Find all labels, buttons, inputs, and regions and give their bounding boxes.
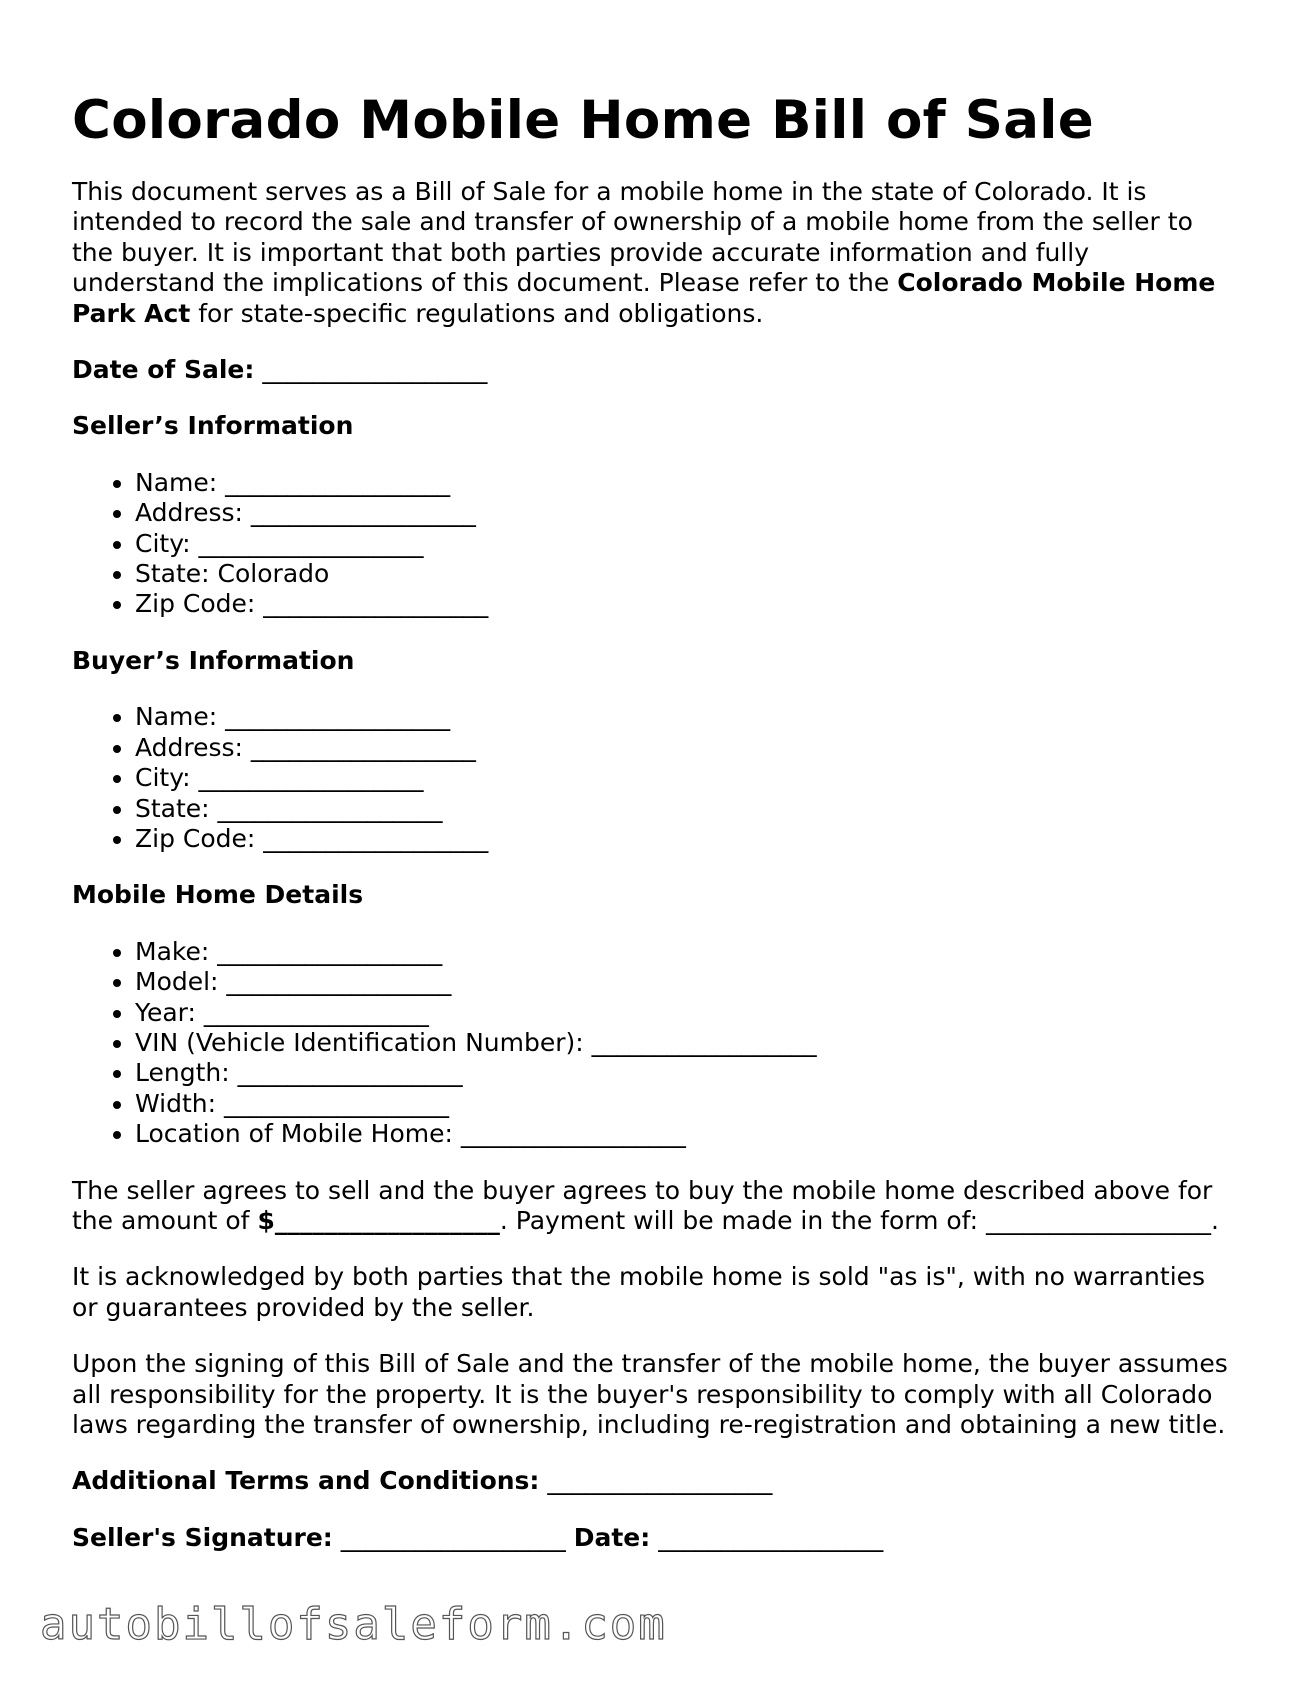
- date-of-sale-label: Date of Sale:: [72, 355, 255, 385]
- seller-signature-line[interactable]: [72, 1523, 1232, 1553]
- home-details-list: [72, 937, 1232, 1150]
- buyer-heading: Buyer’s Information: [72, 645, 355, 675]
- signature-date-blank[interactable]: __________________: [658, 1522, 884, 1552]
- home-make-field[interactable]: • Make: __________________: [135, 937, 1232, 967]
- date-of-sale-field[interactable]: [72, 355, 1232, 385]
- buyer-zip-field[interactable]: • Zip Code: __________________: [135, 824, 1232, 854]
- seller-signature-blank[interactable]: __________________: [340, 1522, 566, 1552]
- intro-paragraph: [72, 177, 1232, 329]
- as-is-paragraph: It is acknowledged by both parties that the mobile home is sold "as is", with no warranties or guarantees provided by the seller.: [72, 1262, 1206, 1322]
- seller-list: [72, 468, 1232, 620]
- responsibility-paragraph: Upon the signing of this Bill of Sale and the transfer of the mobile home, the buyer assumes all responsibility for the property. It is the buyer's responsibility to comply with all Colorado laws regarding the transfer of ownership, including re-registration and obtaining a new title.: [72, 1349, 1228, 1439]
- intro-text-2: for state-specific regulations and obligations.: [190, 298, 764, 328]
- agreement-text-2: . Payment will be made in the form of: __________________.: [499, 1205, 1219, 1235]
- buyer-address-field[interactable]: • Address: __________________: [135, 733, 1232, 763]
- buyer-state-field[interactable]: • State: __________________: [135, 794, 1232, 824]
- seller-heading: Seller’s Information: [72, 411, 354, 441]
- document-page: [72, 88, 1232, 1553]
- date-of-sale-blank[interactable]: __________________: [262, 355, 488, 385]
- buyer-city-field[interactable]: • City: __________________: [135, 763, 1232, 793]
- act-name: Colorado Mobile Home Park Act: [72, 268, 1216, 328]
- home-year-field[interactable]: • Year: __________________: [135, 998, 1232, 1028]
- home-width-field[interactable]: • Width: __________________: [135, 1089, 1232, 1119]
- agreement-paragraph: [72, 1176, 1232, 1237]
- agreement-text-1: The seller agrees to sell and the buyer agrees to buy the mobile home described above for the amount of: [72, 1175, 1213, 1235]
- sale-amount-field[interactable]: $__________________: [257, 1205, 500, 1235]
- home-location-field[interactable]: • Location of Mobile Home: __________________: [135, 1119, 1232, 1149]
- home-length-field[interactable]: • Length: __________________: [135, 1058, 1232, 1088]
- seller-signature-label: Seller's Signature:: [72, 1522, 333, 1552]
- additional-terms-blank[interactable]: __________________: [547, 1466, 773, 1496]
- signature-date-label: Date:: [573, 1522, 651, 1552]
- buyer-name-field[interactable]: • Name: __________________: [135, 702, 1232, 732]
- site-watermark: autobillofsaleform.com: [40, 1599, 667, 1650]
- seller-state-field: • State: Colorado: [135, 559, 1232, 589]
- seller-zip-field[interactable]: • Zip Code: __________________: [135, 589, 1232, 619]
- buyer-list: [72, 702, 1232, 854]
- home-model-field[interactable]: • Model: __________________: [135, 967, 1232, 997]
- home-vin-field[interactable]: • VIN (Vehicle Identification Number): __________________: [135, 1028, 1232, 1058]
- home-details-heading: Mobile Home Details: [72, 880, 364, 910]
- document-title: Colorado Mobile Home Bill of Sale: [72, 90, 1095, 151]
- seller-name-field[interactable]: • Name: __________________: [135, 468, 1232, 498]
- intro-text-1: This document serves as a Bill of Sale for a mobile home in the state of Colorado. It is intended to record the sale and transfer of ownership of a mobile home from the seller to the buyer. It is important that both parties provide accurate information and fully understand the implications of this document. Please refer to the: [72, 177, 1193, 298]
- additional-terms-label: Additional Terms and Conditions:: [72, 1466, 540, 1496]
- seller-address-field[interactable]: • Address: __________________: [135, 498, 1232, 528]
- seller-city-field[interactable]: • City: __________________: [135, 529, 1232, 559]
- additional-terms-field[interactable]: [72, 1466, 1232, 1496]
